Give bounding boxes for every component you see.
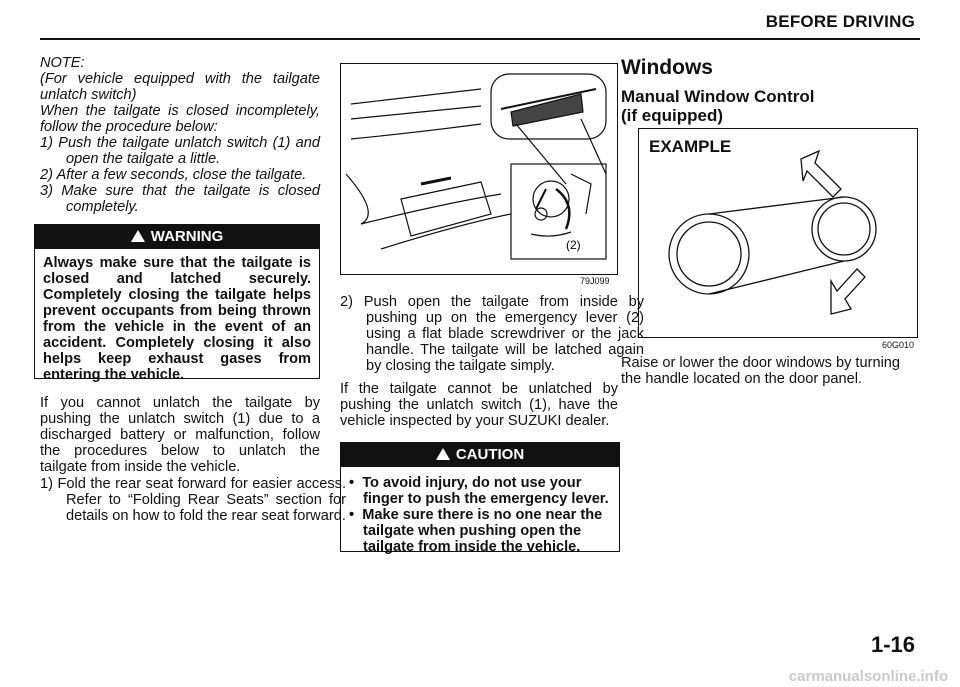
callout-2: (2) [566, 238, 581, 252]
warning-triangle-icon [131, 230, 145, 242]
header-rule [40, 38, 920, 40]
figure-code-79j099: 79J099 [580, 276, 610, 286]
note-step-2: 2) After a few seconds, close the tailgate. [40, 167, 307, 183]
dealer-paragraph: If the tailgate cannot be unlatched by pushing the unlatch switch (1), have the vehicle inspected by your SUZUKI dealer. [340, 381, 618, 429]
caution-box [340, 442, 620, 555]
example-label: EXAMPLE [649, 137, 732, 156]
window-handle-figure [638, 128, 918, 338]
note-step-3: 3) Make sure that the tailgate is closed completely. [40, 183, 320, 215]
caution-triangle-icon [436, 448, 450, 460]
step-1: 1) Fold the rear seat forward for easier access. Refer to “Folding Rear Seats” section for details on how to fold the rear seat forward. [40, 476, 346, 524]
section-header: BEFORE DRIVING [765, 12, 915, 31]
warning-banner [35, 225, 319, 249]
tailgate-figure [340, 63, 618, 275]
caution-item: • To avoid injury, do not use your finger to push the emergency lever. [349, 475, 609, 507]
note-intro: When the tailgate is closed incompletely, follow the procedure below: [40, 103, 320, 135]
watermark: carmanualsonline.info [788, 668, 948, 685]
window-crank-illustration [639, 129, 917, 337]
page-number: 1-16 [870, 632, 915, 657]
caution-list [341, 467, 619, 561]
note-condition: (For vehicle equipped with the tailgate unlatch switch) [40, 71, 320, 103]
unlatch-paragraph: If you cannot unlatch the tailgate by pushing the unlatch switch (1) due to a discharged battery or malfunction, follow the procedures below to unlatch the tailgate from inside the vehicle. [40, 395, 320, 475]
warning-text: Always make sure that the tailgate is closed and latched securely. Completely closing the tailgate helps prevent occupants from being thrown from the vehicle in the event of an accident. Completely closing it also helps keep exhaust gases from entering the vehicle. [43, 255, 311, 383]
windows-title: Windows [621, 56, 713, 79]
caution-title: CAUTION [455, 446, 525, 463]
note-heading: NOTE: [40, 55, 85, 71]
windows-paragraph: Raise or lower the door windows by turning the handle located on the door panel. [621, 355, 901, 387]
manual-window-control-title: Manual Window Control (if equipped) [621, 87, 815, 125]
caution-banner [341, 443, 619, 467]
caution-item: • Make sure there is no one near the tailgate when pushing open the tailgate from inside the vehicle. [349, 507, 603, 555]
warning-title: WARNING [150, 228, 224, 245]
tailgate-latch-illustration [341, 64, 617, 274]
figure-code-60g010: 60G010 [882, 340, 915, 350]
note-step-1: 1) Push the tailgate unlatch switch (1) and open the tailgate a little. [40, 135, 320, 167]
step-2: 2) Push open the tailgate from inside by pushing up on the emergency lever (2) using a flat blade screwdriver or the jack handle. The tailgate will be latched again by closing the tailgate simply. [340, 294, 644, 374]
warning-box [34, 224, 320, 383]
note-block [40, 55, 320, 215]
